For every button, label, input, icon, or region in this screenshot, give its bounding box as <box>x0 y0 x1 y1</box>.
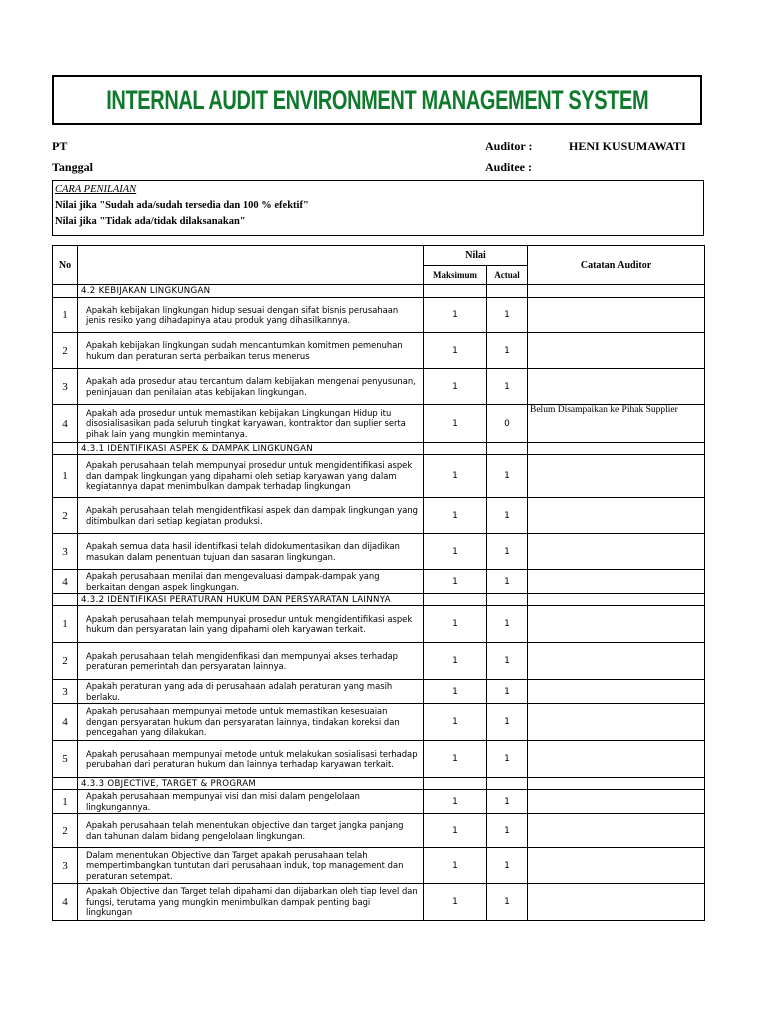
table-row <box>53 369 705 405</box>
nilai-maksimum: 1 <box>424 884 487 921</box>
nilai-actual: 1 <box>487 298 528 333</box>
nilai-maksimum: 1 <box>424 606 487 643</box>
nilai-maksimum: 1 <box>424 333 487 369</box>
section-row <box>53 594 705 606</box>
question-text: Apakah kebijakan lingkungan hidup sesuai dengan sifat bisnis perusahaan jenis resiko yang dihadapinya atau produk yang dihasilkannya. <box>78 298 424 333</box>
nilai-maksimum: 1 <box>424 298 487 333</box>
question-text: Apakah perusahaan mempunyai metode untuk melakukan sosialisasi terhadap perubahan dari peraturan hukum dan lainnya terhadap karyawan terkait. <box>78 741 424 778</box>
section-max-cell <box>424 285 487 298</box>
section-note-cell <box>528 443 705 455</box>
question-text: Apakah perusahaan mempunyai visi dan misi dalam pengelolaan lingkungannya. <box>78 790 424 814</box>
section-max-cell <box>424 778 487 790</box>
nilai-actual: 1 <box>487 333 528 369</box>
nilai-maksimum: 1 <box>424 570 487 594</box>
section-actual-cell <box>487 285 528 298</box>
table-row <box>53 606 705 643</box>
question-text: Apakah perusahaan telah mempunyai prosedur untuk mengidentifikasi aspek dan dampak lingkungan yang dipahami oleh setiap karyawan yang dalam kegiatannya dapat menimbulkan dampak terhadap lingkungan <box>78 455 424 498</box>
nilai-actual: 1 <box>487 606 528 643</box>
pt-label: PT <box>52 139 68 153</box>
header-no: No <box>53 246 78 285</box>
catatan-auditor <box>528 790 705 814</box>
item-number: 5 <box>53 741 78 778</box>
question-text: Apakah perusahaan menilai dan mengevaluasi dampak-dampak yang berkaitan dengan aspek lingkungan. <box>78 570 424 594</box>
section-row <box>53 285 705 298</box>
question-text: Apakah perusahaan telah menentukan objective dan target jangka panjang dan tahunan dalam bidang pengelolaan lingkungan. <box>78 814 424 848</box>
auditor-label: Auditor : <box>485 139 533 153</box>
catatan-auditor <box>528 606 705 643</box>
nilai-actual: 1 <box>487 790 528 814</box>
nilai-maksimum: 1 <box>424 534 487 570</box>
question-text: Apakah perusahaan telah mengidenfikasi dan mempunyai akses terhadap peraturan pemerintah dan persyaratan lainnya. <box>78 643 424 680</box>
table-row <box>53 333 705 369</box>
table-row <box>53 498 705 534</box>
item-number: 1 <box>53 298 78 333</box>
document-title: INTERNAL AUDIT ENVIRONMENT MANAGEMENT SYSTEM <box>105 84 649 115</box>
nilai-maksimum: 1 <box>424 704 487 741</box>
item-number: 3 <box>53 369 78 405</box>
section-note-cell <box>528 778 705 790</box>
nilai-maksimum: 1 <box>424 848 487 884</box>
table-row <box>53 884 705 921</box>
header-nilai: Nilai <box>424 246 528 266</box>
catatan-auditor <box>528 884 705 921</box>
section-actual-cell <box>487 443 528 455</box>
nilai-actual: 1 <box>487 643 528 680</box>
section-no-cell <box>53 285 78 298</box>
catatan-auditor <box>528 369 705 405</box>
item-number: 4 <box>53 884 78 921</box>
item-number: 2 <box>53 814 78 848</box>
question-text: Apakah perusahaan mempunyai metode untuk memastikan kesesuaian dengan persyaratan hukum dan persyaratan lainnya, tindakan koreksi dan pencegahan yang dilakukan. <box>78 704 424 741</box>
auditee-label: Auditee : <box>485 160 532 174</box>
table-row <box>53 680 705 704</box>
table-row <box>53 848 705 884</box>
title-box <box>52 75 702 125</box>
audit-table <box>52 245 705 921</box>
question-text: Apakah kebijakan lingkungan sudah mencantumkan komitmen pemenuhan hukum dan peraturan serta perbaikan terus menerus <box>78 333 424 369</box>
table-row <box>53 741 705 778</box>
catatan-auditor <box>528 570 705 594</box>
question-text: Apakah semua data hasil identifkasi telah didokumentasikan dan dijadikan masukan dalam penentuan tujuan dan sasaran lingkungan. <box>78 534 424 570</box>
section-no-cell <box>53 443 78 455</box>
nilai-actual: 1 <box>487 498 528 534</box>
nilai-maksimum: 1 <box>424 741 487 778</box>
question-text: Apakah ada prosedur atau tercantum dalam kebijakan mengenai penyusunan, peninjauan dan penilaian atas kebijakan lingkungan. <box>78 369 424 405</box>
item-number: 2 <box>53 498 78 534</box>
header-catatan: Catatan Auditor <box>528 246 705 285</box>
nilai-maksimum: 1 <box>424 643 487 680</box>
criteria-heading: CARA PENILAIAN <box>55 184 137 195</box>
question-text: Apakah peraturan yang ada di perusahaan adalah peraturan yang masih berlaku. <box>78 680 424 704</box>
section-max-cell <box>424 594 487 606</box>
section-no-cell <box>53 778 78 790</box>
table-row <box>53 570 705 594</box>
catatan-auditor <box>528 298 705 333</box>
criteria-line-1: Nilai jika "Sudah ada/sudah tersedia dan 100 % efektif" <box>55 200 309 211</box>
question-text: Apakah perusahaan telah mempunyai prosedur untuk mengidentifikasi aspek hukum dan persyaratan lain yang dipahami oleh karyawan terkait. <box>78 606 424 643</box>
section-max-cell <box>424 443 487 455</box>
catatan-auditor: Belum Disampaikan ke Pihak Supplier <box>528 405 705 443</box>
item-number: 3 <box>53 680 78 704</box>
catatan-auditor <box>528 333 705 369</box>
catatan-auditor <box>528 704 705 741</box>
nilai-actual: 1 <box>487 884 528 921</box>
table-row <box>53 534 705 570</box>
catatan-auditor <box>528 741 705 778</box>
header-row <box>53 246 705 266</box>
item-number: 3 <box>53 534 78 570</box>
section-title: 4.3.2 IDENTIFIKASI PERATURAN HUKUM DAN PERSYARATAN LAINNYA <box>78 594 424 606</box>
section-actual-cell <box>487 594 528 606</box>
table-row <box>53 298 705 333</box>
header-question <box>78 246 424 285</box>
question-text: Apakah perusahaan telah mengidentfikasi aspek dan dampak lingkungan yang ditimbulkan dari setiap kegiatan produksi. <box>78 498 424 534</box>
nilai-maksimum: 1 <box>424 680 487 704</box>
nilai-actual: 1 <box>487 814 528 848</box>
nilai-actual: 1 <box>487 741 528 778</box>
auditor-value: HENI KUSUMAWATI <box>569 139 686 153</box>
catatan-auditor <box>528 814 705 848</box>
item-number: 4 <box>53 570 78 594</box>
section-no-cell <box>53 594 78 606</box>
catatan-auditor <box>528 680 705 704</box>
table-row <box>53 455 705 498</box>
catatan-auditor <box>528 498 705 534</box>
item-number: 1 <box>53 790 78 814</box>
section-note-cell <box>528 594 705 606</box>
item-number: 1 <box>53 606 78 643</box>
table-row <box>53 405 705 443</box>
item-number: 3 <box>53 848 78 884</box>
item-number: 1 <box>53 455 78 498</box>
catatan-auditor <box>528 643 705 680</box>
nilai-actual: 1 <box>487 570 528 594</box>
question-text: Apakah Objective dan Target telah dipahami dan dijabarkan oleh tiap level dan fungsi, terutama yang mungkin menimbulkan dampak penting bagi lingkungan <box>78 884 424 921</box>
nilai-actual: 1 <box>487 455 528 498</box>
table-row <box>53 790 705 814</box>
question-text: Apakah ada prosedur untuk memastikan kebijakan Lingkungan Hidup itu disosialisasikan pada seluruh tingkat karyawan, kontraktor dan suplier serta pihak lain yang mungkin memintanya. <box>78 405 424 443</box>
criteria-box <box>52 180 704 236</box>
section-note-cell <box>528 285 705 298</box>
nilai-maksimum: 1 <box>424 498 487 534</box>
nilai-actual: 1 <box>487 680 528 704</box>
catatan-auditor <box>528 534 705 570</box>
nilai-maksimum: 1 <box>424 405 487 443</box>
nilai-actual: 1 <box>487 704 528 741</box>
catatan-auditor <box>528 848 705 884</box>
catatan-auditor <box>528 455 705 498</box>
nilai-maksimum: 1 <box>424 369 487 405</box>
nilai-actual: 1 <box>487 848 528 884</box>
item-number: 4 <box>53 704 78 741</box>
item-number: 4 <box>53 405 78 443</box>
tanggal-label: Tanggal <box>52 160 93 174</box>
table-row <box>53 814 705 848</box>
section-title: 4.3.3 OBJECTIVE, TARGET & PROGRAM <box>78 778 424 790</box>
header-actual: Actual <box>487 266 528 285</box>
nilai-maksimum: 1 <box>424 814 487 848</box>
nilai-maksimum: 1 <box>424 790 487 814</box>
table-row <box>53 704 705 741</box>
header-maksimum: Maksimum <box>424 266 487 285</box>
nilai-maksimum: 1 <box>424 455 487 498</box>
nilai-actual: 1 <box>487 534 528 570</box>
section-title: 4.2 KEBIJAKAN LINGKUNGAN <box>78 285 424 298</box>
nilai-actual: 0 <box>487 405 528 443</box>
table-row <box>53 643 705 680</box>
item-number: 2 <box>53 333 78 369</box>
criteria-line-2: Nilai jika "Tidak ada/tidak dilaksanakan" <box>55 216 246 227</box>
section-row <box>53 443 705 455</box>
section-title: 4.3.1 IDENTIFIKASI ASPEK & DAMPAK LINGKUNGAN <box>78 443 424 455</box>
section-actual-cell <box>487 778 528 790</box>
section-row <box>53 778 705 790</box>
nilai-actual: 1 <box>487 369 528 405</box>
question-text: Dalam menentukan Objective dan Target apakah perusahaan telah mempertimbangkan tuntutan dari perusahaan induk, top management dan peraturan setempat. <box>78 848 424 884</box>
item-number: 2 <box>53 643 78 680</box>
